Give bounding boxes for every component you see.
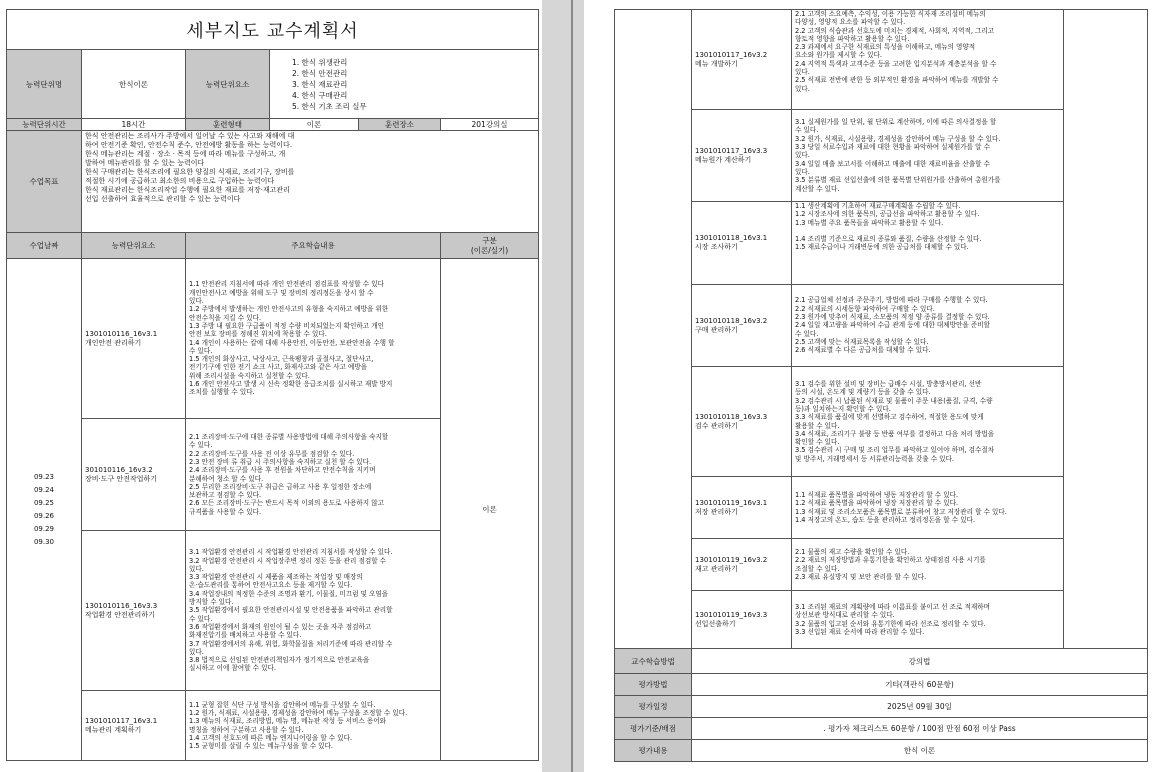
content-line: 1.4 개인이 사용하는 칼에 대해 사용안전, 이동안전, 보관안전을 수행 할 — [189, 338, 395, 347]
content-line: 2.2 조리장비·도구를 사용 전 이상 유무를 점검할 수 있다. — [189, 449, 355, 458]
content-line: 1.1 균형 잡힌 식단 구성 방식을 감안하여 메뉴를 구성할 수 있다. — [189, 700, 376, 709]
content-line: 3.3 작업환경 안전관리 시 제품을 제조하는 작업장 및 매장의 — [189, 573, 363, 582]
content-line: 2.2 고객의 식습관과 선호도에 미치는 경제적, 사회적, 지역적, 그리고 — [795, 26, 995, 35]
content-line: 2.2 재료의 저장방법과 유통기한을 확인하고 상태점검 사용 시기를 — [795, 556, 986, 565]
method-value: 강의법 — [692, 649, 1148, 674]
content-line: 수 있다. — [795, 126, 819, 135]
content-line: 화재진압기를 배치하고 사용할 수 있다. — [189, 631, 302, 640]
goal-text — [82, 131, 539, 233]
eval-criteria-label: 평가기준/배점 — [615, 718, 692, 740]
content-line: 3.3 당일 식료수입과 재료에 대한 현황을 파악하여 실제원가를 알 수 — [795, 143, 990, 152]
ncs-name: 구매 관리하기 — [695, 325, 738, 334]
learning-content — [792, 539, 1064, 591]
eval-content-label: 평가내용 — [615, 740, 692, 762]
content-line: 수 있다. — [189, 441, 213, 450]
goal-label: 수업목표 — [7, 131, 82, 233]
lesson-date: 09.29 — [33, 524, 55, 533]
ncs-name: 메뉴 개발하기 — [695, 59, 738, 68]
content-line: 2.1 고객의 소요예측, 수익성, 이용 가능한 식자재 조리설비 메뉴의 — [795, 10, 986, 18]
ncs-element — [692, 367, 792, 477]
ncs-element — [82, 691, 186, 761]
content-line: 2.1 공급업체 선정과 주문주기, 방법에 따라 구매를 수행할 수 있다. — [795, 296, 988, 305]
content-line: 2.5 고객에 맞는 식재료목록을 작성할 수 있다. — [795, 337, 929, 346]
ncs-name: 저장 관리하기 — [695, 507, 738, 516]
ncs-code: 1301010117_16v3.2 — [695, 50, 768, 59]
content-line: 3.4 일일 매출 보고서를 이해하고 매출에 대한 재료비율을 산출할 수 — [795, 159, 990, 168]
training-type-value: 이론 — [270, 119, 359, 131]
content-line — [795, 227, 1060, 235]
document-page-2 — [584, 0, 1152, 772]
unit-element-item: 5. 한식 기초 조리 실무 — [292, 101, 367, 111]
content-line: 2.5 무리한 조리장비·도구 취급은 금하고 사용 후 일정한 장소에 — [189, 482, 372, 491]
eval-criteria-value: . 평가자 체크리스트 60문항 / 100점 만점 60점 이상 Pass — [692, 718, 1148, 740]
ncs-element — [82, 419, 186, 531]
document-title: 세부지도 교수계획서 — [7, 10, 539, 50]
content-line: 2.1 조리장비·도구에 대한 종류별 사용방법에 대해 주의사항을 숙지할 — [189, 433, 389, 442]
content-line: 수 있다. — [189, 614, 213, 623]
ncs-code: 1301010116_16v3.3 — [85, 601, 158, 610]
content-line: 있다. — [795, 84, 810, 93]
content-line: 3.6 작업환경에서 화재의 원인이 될 수 있는 곳을 자주 점검하고 — [189, 622, 372, 631]
eval-method-label: 평가방법 — [615, 674, 692, 696]
content-line: 1.5 재료수급이나 거래변동에 의한 공급처를 대체할 수 있다. — [795, 243, 969, 252]
content-line: 3.8 법적으로 선임된 안전관리책임자가 정기적으로 안전교육을 — [189, 656, 370, 665]
training-place-value: 201강의실 — [441, 119, 539, 131]
eval-date-value: 2025년 09월 30일 — [692, 696, 1148, 718]
goal-line: 발하여 메뉴관리를 할 수 있는 능력이다 — [85, 159, 205, 167]
page-gutter — [571, 0, 573, 772]
content-line: 1.4 고객의 선호도에 따른 메뉴 엔지니어링을 할 수 있다. — [189, 733, 353, 742]
element-header: 능력단위요소 — [82, 233, 186, 259]
content-line: 계산할 수 있다. — [795, 184, 840, 193]
learning-content — [792, 477, 1064, 539]
goal-line: 적절한 시기에 공급하고 최소한의 비용으로 구입하는 능력이다 — [85, 177, 275, 185]
content-line: 있다. — [795, 68, 810, 77]
learning-content — [186, 691, 441, 761]
goal-line: 한식 안전관리는 조리사가 주방에서 일어날 수 있는 사고와 재해에 대 — [85, 132, 295, 140]
content-line: 확인할 수 있다. — [795, 438, 840, 447]
ncs-code: 1301010118_16v3.3 — [695, 412, 768, 421]
content-line: 1.4 조리별 기준으로 재료의 종류와 품질, 수량을 산정할 수 있다. — [795, 234, 982, 243]
ncs-code: 1301010118_16v3.2 — [695, 316, 768, 325]
ncs-name: 검수 관리하기 — [695, 421, 738, 430]
ncs-element — [692, 477, 792, 539]
ncs-element — [82, 259, 186, 419]
goal-line: 하여 안전기준 확인, 안전수칙 준수, 안전예방 활동을 하는 능력이다. — [85, 141, 293, 149]
content-line: 향토적 영향을 파악하고 활용할 수 있다. — [795, 34, 910, 43]
goal-line: 선입 선출하여 효율적으로 관리할 수 있는 능력이다 — [85, 195, 241, 203]
content-line: 개인안전사고 예방을 위해 도구 및 장비의 정리정돈을 상시 할 수 — [189, 288, 374, 297]
lesson-date: 09.25 — [33, 498, 55, 507]
content-line: 3.2 검수관리 시 납품된 식재료 및 물품이 주문 내용(품질, 규격, 수량 — [795, 396, 993, 405]
ncs-code: 1301010119_16v3.3 — [695, 610, 768, 619]
ncs-code: 1301010118_16v3.1 — [695, 234, 768, 242]
learning-content — [792, 10, 1064, 110]
content-line: 보관하고 점검할 수 있다. — [189, 491, 262, 500]
lesson-date: 09.30 — [33, 537, 55, 546]
content-line: 1.2 식재료 품목별을 파악하여 냉장 저장관리 할 수 있다. — [795, 499, 959, 508]
learning-content — [792, 110, 1064, 202]
content-line: 1.4 저장고의 온도, 습도 등을 관리하고 정리정돈을 할 수 있다. — [795, 515, 976, 524]
content-line: 2.6 식재료별 수 다른 공급처를 대체할 수 있다. — [795, 346, 931, 355]
content-line: 1.2 시장조사에 의한 품목의, 공급선을 파악하고 활용할 수 있다. — [795, 210, 980, 219]
ncs-element — [692, 202, 792, 285]
unit-elements-label: 능력단위요소 — [186, 50, 270, 119]
lesson-date: 09.24 — [33, 485, 55, 494]
unit-name-label: 능력단위명 — [7, 50, 82, 119]
content-line: 1.3 메뉴별 주요 품목들을 파악하고 활용할 수 있다. — [795, 218, 944, 227]
eval-method-value: 기타(객관식 60문항) — [692, 674, 1148, 696]
content-line: 1.5 균형미를 살릴 수 있는 메뉴구성을 할 수 있다. — [189, 742, 334, 751]
division-header: 구분 (이론/실기) — [441, 233, 539, 259]
content-line: 안전 보호 장비를 정해진 위치에 착용할 수 있다. — [189, 330, 327, 339]
content-line: 방지할 수 있다. — [189, 598, 234, 607]
content-line: 3.2 물품의 입고된 순서와 유통기한에 따라 선조로 정리할 수 있다. — [795, 619, 986, 628]
content-line: 2.4 일일 재고량을 파악하여 수급 관계 등에 대한 대체방안을 준비할 — [795, 321, 990, 330]
content-line: 3.4 작업장내의 적정한 수준의 조명과 환기, 이물질, 미끄럼 및 오염을 — [189, 589, 389, 598]
content-line: 등)과 일치하는지 확인할 수 있다. — [795, 404, 891, 413]
ncs-name: 시장 조사하기 — [695, 243, 738, 251]
content-line: 3.3 선입된 재료 순서에 따라 관리할 수 있다. — [795, 627, 925, 636]
ncs-element — [692, 10, 792, 110]
date-header: 수업날짜 — [7, 233, 82, 259]
ncs-element — [692, 591, 792, 649]
content-line: 3.4 식재료, 조리기구 불량 등 반품 여부를 결정하고 다음 처리 방법을 — [795, 429, 995, 438]
learning-content — [792, 202, 1064, 285]
content-line: 2.2 식재료의 시세동향 파악하여 구매할 수 있다. — [795, 304, 935, 313]
ncs-element — [692, 110, 792, 202]
continued-division-column — [1064, 10, 1148, 649]
content-line: 1.3 메뉴의 식재료, 조리방법, 메뉴 명, 메뉴판 작성 등 서비스 용어와 — [189, 717, 386, 726]
content-line: 및 방주서, 거래명세서 등 서류관리능력을 갖출 수 있다. — [795, 454, 954, 463]
ncs-name: 재고 관리하기 — [695, 564, 738, 573]
content-line: 3.5 검수관리 시 구매 및 조리 업무를 파악하고 있어야 하며, 검수절차 — [795, 446, 995, 455]
ncs-element — [692, 539, 792, 591]
ncs-element — [82, 531, 186, 691]
document-page-1 — [0, 0, 542, 772]
content-line: 있다. — [795, 151, 810, 160]
content-line: 3.5 분류별 재료 선입선출에 의한 품목별 단위원가를 산출하여 총원가를 — [795, 176, 1001, 185]
content-line: 상선보관 방식대로 관리할 수 있다. — [795, 611, 895, 620]
content-line: 3.2 작업환경 안전관리 시 작업장주변 정리 정돈 등을 관리 점검할 수 — [189, 556, 387, 565]
content-line: 1.1 식재료 품목별을 파악하여 냉동 저장관리 할 수 있다. — [795, 490, 959, 499]
ncs-name: 메뉴관리 계획하기 — [85, 725, 142, 734]
content-line: 1.1 안전관리 지침서에 따라 개인 안전관리 점검표를 작성할 수 있다 — [189, 280, 384, 289]
lesson-plan-table — [6, 9, 539, 761]
content-line: 3.1 실제원가를 일 단위, 월 단위로 계산하며, 이에 따른 의사결정을 할 — [795, 118, 997, 127]
content-line: 2.3 원가에 맞추어 식재료, 소모품의 적정 양 종류를 결정할 수 있다. — [795, 313, 990, 322]
lesson-plan-table-continued — [614, 9, 1148, 762]
training-type-label: 훈련형태 — [186, 119, 270, 131]
unit-hours-label: 능력단위시간 — [7, 119, 82, 131]
ncs-element — [692, 285, 792, 367]
content-line: 3.3 식재료를 품질에 맞게 선별하고 검수하여, 적절한 용도에 맞게 — [795, 413, 984, 422]
ncs-code: 1301010119_16v3.2 — [695, 555, 768, 564]
ncs-name: 장비·도구 안전작업하기 — [85, 474, 158, 483]
learning-content — [186, 419, 441, 531]
content-line: 규격품을 사용할 수 있다. — [189, 507, 262, 516]
ncs-code: 1301010116_16v3.1 — [85, 329, 158, 338]
division-value: 이론 — [441, 259, 539, 761]
eval-date-label: 평가일정 — [615, 696, 692, 718]
ncs-name: 메뉴원가 계산하기 — [695, 155, 752, 164]
unit-element-item: 2. 한식 안전관리 — [292, 68, 348, 78]
content-line: 있다. — [189, 297, 204, 306]
content-line: 1.2 주방에서 발생하는 개인 안전사고의 유형을 숙지하고 예방을 위한 — [189, 305, 389, 314]
content-line: 위해 조리시설을 숙지하고 실천할 수 있다. — [189, 371, 310, 380]
content-line: 1.6 개인 안전사고 발생 시 신속 정확한 응급조치를 실시하고 재발 방지 — [189, 379, 393, 388]
ncs-code: 301010116_16v3.2 — [85, 465, 153, 474]
content-line: 2.4 조리장비·도구를 사용 후 전원을 차단하고 안전수칙을 지키며 — [189, 466, 376, 475]
content-line: 2.3 과제에서 요구한 식재료의 특성을 이해하고, 메뉴의 영양적 — [795, 43, 976, 52]
unit-name-value: 한식이론 — [82, 50, 186, 119]
content-line: 있다. — [795, 167, 810, 176]
ncs-name: 선입선출하기 — [695, 619, 736, 628]
content-line: 3.5 작업환경에서 필요한 안전관리시설 및 안전용품을 파악하고 관리할 — [189, 606, 393, 615]
learning-content — [792, 367, 1064, 477]
content-line: 2.3 재료 유실방지 및 보안 관리를 할 수 있다. — [795, 572, 927, 581]
unit-hours-value: 18시간 — [82, 119, 186, 131]
content-header: 주요학습내용 — [186, 233, 441, 259]
content-line: 1.3 주방 내 필요한 구급품이 적정 수량 비치되었는지 확인하고 개인 — [189, 321, 384, 330]
content-line: 2.5 식재료 전반에 관한 등 외부적인 환경을 파악하여 메뉴를 개발할 수 — [795, 76, 999, 85]
content-line: 명칭을 정하여 구분하고 사용할 수 있다. — [189, 725, 304, 734]
learning-content — [792, 285, 1064, 367]
content-line: 분해하여 청소 할 수 있다. — [189, 474, 264, 483]
lesson-date: 09.26 — [33, 511, 55, 520]
content-line: 온·습도관리를 통하여 안전사고요소 등을 제거할 수 있다. — [189, 581, 353, 590]
unit-elements-list — [270, 50, 539, 119]
content-line: 수 있다. — [189, 346, 213, 355]
ncs-code: 1301010117_16v3.3 — [695, 146, 768, 155]
content-line: 1.5 개인의 화상사고, 낙상사고, 근육팽창과 골절사고, 절단사고, — [189, 355, 374, 364]
ncs-name: 개인안전 관리하기 — [85, 338, 142, 347]
content-line: 3.7 작업환경에서의 유해, 위험, 화학물질을 처리기준에 따라 관리할 수 — [189, 639, 393, 648]
content-line: 전기기구에 인한 전기 쇼크 사고, 화재사고와 같은 사고 예방을 — [189, 363, 368, 372]
content-line: 조치를 실행할 수 있다. — [189, 388, 255, 397]
training-place-label: 훈련장소 — [359, 119, 441, 131]
content-line: 조절할 수 있다. — [795, 564, 840, 573]
content-line: 실시하고 이에 참여할 수 있다. — [189, 664, 276, 673]
content-line: 1.1 생산계획에 기초하여 재료구매계획을 수립할 수 있다. — [795, 202, 961, 210]
learning-content — [186, 259, 441, 419]
content-line: 1.3 식재료 및 조리소모품은 품목별로 분류하여 창고 저장관리 할 수 있다. — [795, 507, 1007, 516]
content-line: 2.3 안전 장비 류 취급 시 주의사항을 숙지하고 실천 할 수 있다. — [189, 457, 372, 466]
content-line: 있다. — [189, 647, 204, 656]
method-label: 교수학습방법 — [615, 649, 692, 674]
content-line: 2.4 지역적 특색과 고객수준 등을 고려한 입지분석과 계층분석을 할 수 — [795, 59, 997, 68]
unit-element-item: 4. 한식 구매관리 — [292, 90, 348, 100]
content-line: 활용할 수 있다. — [795, 421, 840, 430]
content-line: 2.1 물품의 재고 수량을 확인할 수 있다. — [795, 547, 910, 556]
content-line: 1.2 원가, 식재료, 시설용량, 경제성을 감안하여 메뉴 구성을 조정할 수 있다. — [189, 708, 408, 717]
goal-line: 한식 재료관리는 한식조리작업 수행에 필요한 재료를 저장·재고관리 — [85, 186, 290, 194]
learning-content — [186, 531, 441, 691]
ncs-code: 1301010119_16v3.1 — [695, 498, 768, 507]
content-line: 2.6 모든 조리장비·도구는 반드시 목적 이외의 용도로 사용하지 않고 — [189, 499, 384, 508]
content-line: 등의 시설, 온도계 및 계량기 등을 갖출 수 있다. — [795, 388, 931, 397]
learning-content — [792, 591, 1064, 649]
content-line: 있다. — [189, 564, 204, 573]
unit-element-item: 3. 한식 재료관리 — [292, 79, 348, 89]
content-line: 다양성, 영양적 요소를 파악할 수 있다. — [795, 18, 906, 27]
lesson-dates — [7, 259, 82, 761]
unit-element-item: 1. 한식 위생관리 — [292, 57, 348, 67]
goal-line: 한식 구매관리는 한식조리에 필요한 양질의 식재료, 조리기구, 장비를 — [85, 168, 295, 176]
content-line: 안전수칙을 지킬 수 있다. — [189, 313, 262, 322]
content-line: 3.1 검수를 위한 설비 및 장비는 급배수 시설, 방충방서관리, 선반 — [795, 380, 982, 389]
goal-line: 한식 메뉴관리는 계절 · 장소 · 목적 등에 따라 메뉴를 구성하고, 개 — [85, 150, 286, 158]
eval-content-value: 한식 이론 — [692, 740, 1148, 762]
content-line: 요소와 원가를 제시할 수 있다. — [795, 51, 882, 60]
content-line: 3.2 원가, 식재료, 시설용량, 경제성을 감안하여 메뉴 구성을 할 수 있다. — [795, 134, 1001, 143]
content-line: 3.1 작업환경 안전관리 시 작업환경 안전관리 지침서를 작성할 수 있다. — [189, 548, 393, 557]
ncs-code: 1301010117_16v3.1 — [85, 716, 158, 725]
content-line: 수 있다. — [795, 329, 819, 338]
continued-date-column — [615, 10, 692, 649]
lesson-date: 09.23 — [33, 472, 55, 481]
ncs-name: 작업환경 안전관리하기 — [85, 610, 155, 619]
content-line: 3.1 조리된 재료의 계획량에 따라 이름표를 붙이고 선 조로 적재하며 — [795, 602, 990, 611]
